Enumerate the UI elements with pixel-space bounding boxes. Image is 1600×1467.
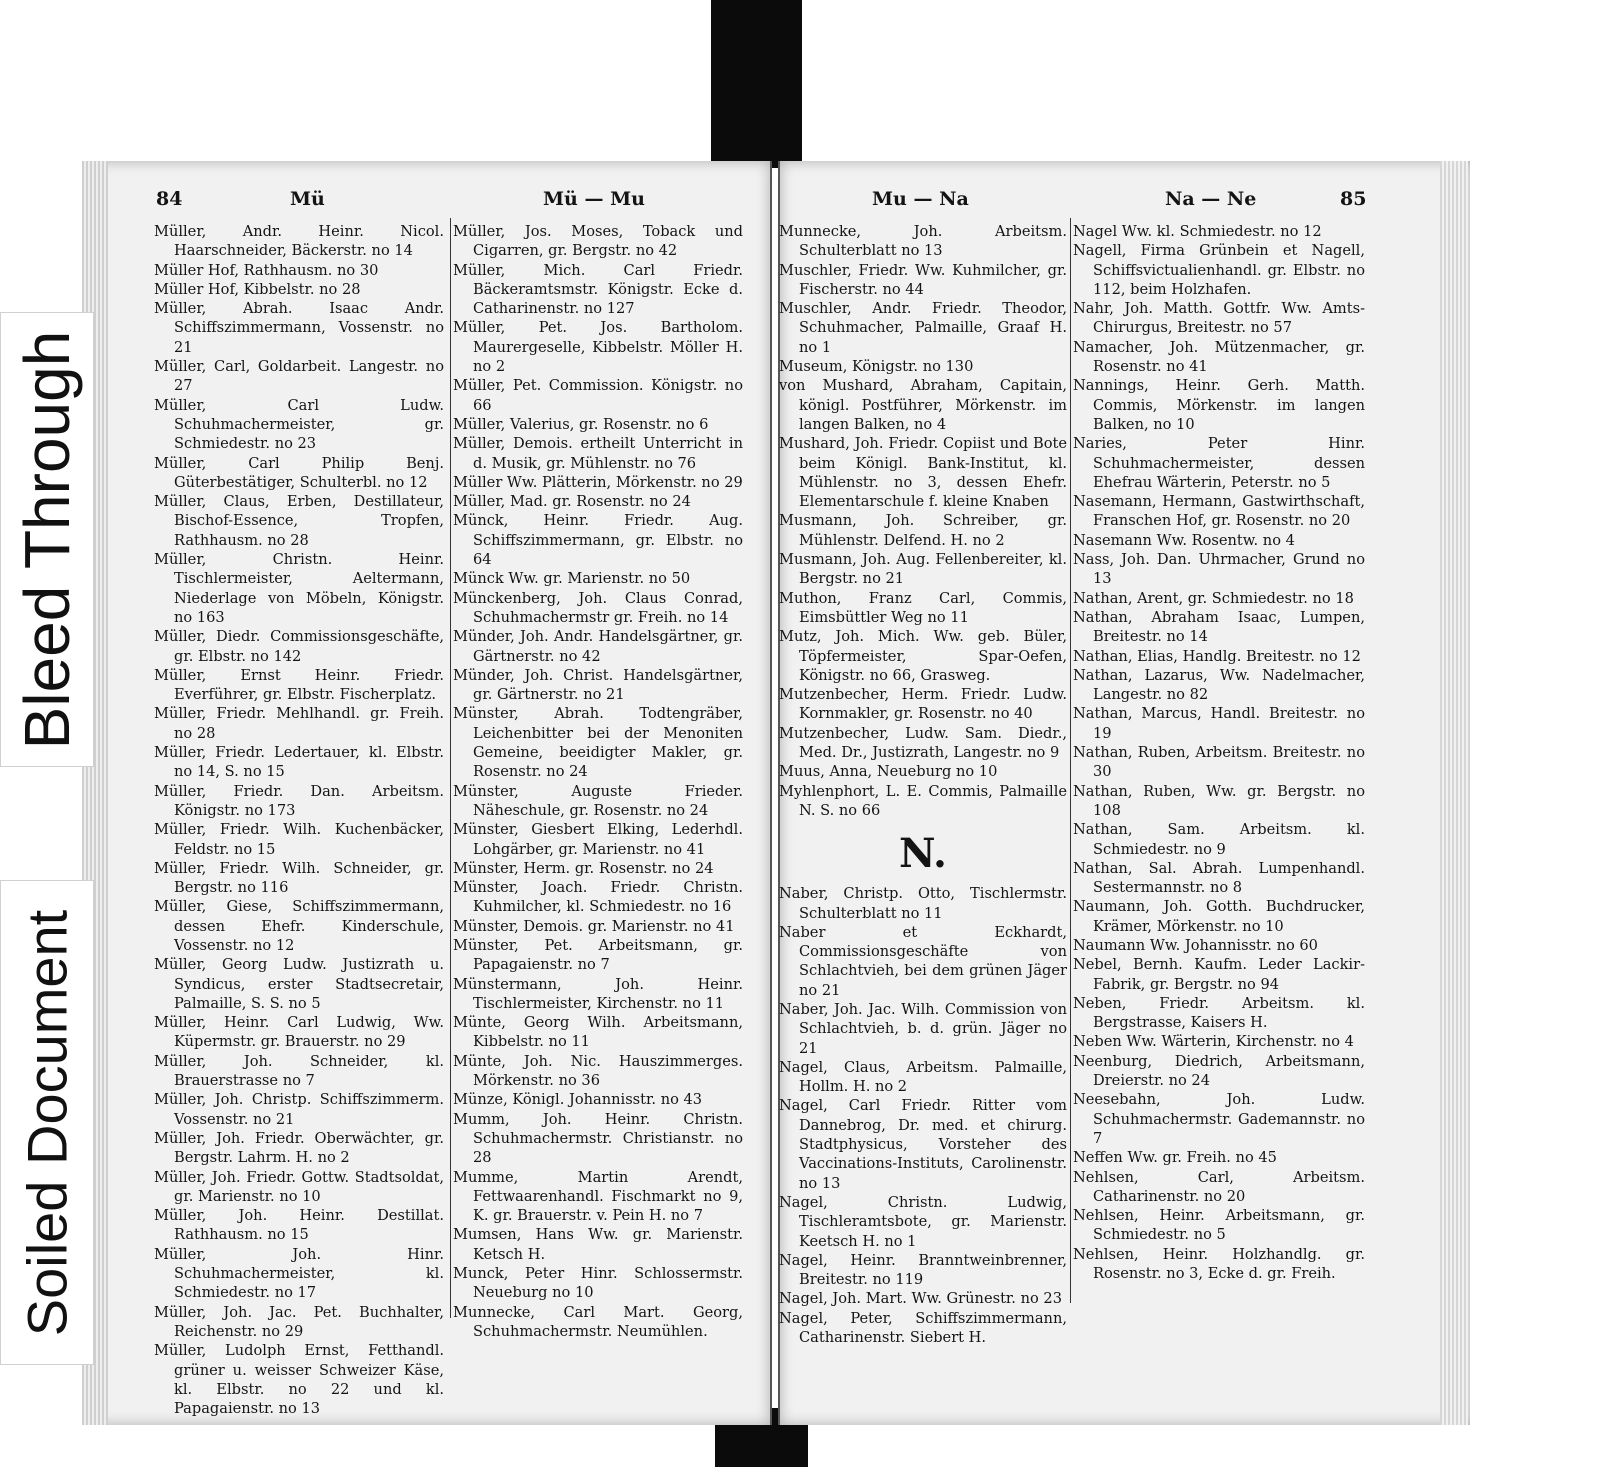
directory-entry: Müller, Mad. gr. Rosenstr. no 24 [453, 493, 691, 511]
soiled-document-text: Soiled Document [15, 909, 79, 1336]
directory-entry: Müller, Abrah. Isaac Andr. Schiffszimmermann, Vossenstr. no 21 [154, 300, 444, 356]
directory-entry: Nasemann Ww. Rosentw. no 4 [1073, 531, 1295, 549]
directory-entry: Müller, Valerius, gr. Rosenstr. no 6 [453, 415, 709, 433]
directory-entry: Naries, Peter Hinr. Schuhmachermeister, dessen Ehefrau Wärterin, Peterstr. no 5 [1073, 435, 1365, 491]
directory-entry: Nagell, Firma Grünbein et Nagell, Schiffsvictualienhandl. gr. Elbstr. no 112, beim Holzhafen. [1073, 242, 1365, 298]
directory-entry: Myhlenphort, L. E. Commis, Palmaille N. S. no 66 [779, 782, 1067, 819]
directory-entry: Müller, Christn. Heinr. Tischlermeister, Aeltermann, Niederlage von Möbeln, Königstr. no 163 [154, 551, 444, 626]
directory-entry: Münckenberg, Joh. Claus Conrad, Schuhmachermstr gr. Freih. no 14 [453, 589, 743, 626]
directory-entry: Neenburg, Diedrich, Arbeitsmann, Dreierstr. no 24 [1073, 1052, 1365, 1090]
directory-entry: Müller Ww. Plätterin, Mörkenstr. no 29 [453, 473, 743, 491]
directory-entry: Müller, Ludolph Ernst, Fetthandl. grüner u. weisser Schweizer Käse, kl. Elbstr. no 22 und kl. Papagaienstr. no 13 [154, 1342, 444, 1418]
directory-entry: Naber, Joh. Jac. Wilh. Commission von Schlachtvieh, b. d. grün. Jäger no 21 [779, 1000, 1067, 1057]
directory-entry: Neben Ww. Wärterin, Kirchenstr. no 4 [1073, 1033, 1354, 1051]
directory-entry: Nagel Ww. kl. Schmiedestr. no 12 [1073, 223, 1322, 240]
directory-entry: Müller, Andr. Heinr. Nicol. Haarschneider, Bäckerstr. no 14 [154, 223, 444, 260]
directory-entry: Neffen Ww. gr. Freih. no 45 [1073, 1149, 1277, 1167]
directory-entry: Naumann, Joh. Gotth. Buchdrucker, Krämer, Mörkenstr. no 10 [1073, 898, 1365, 935]
bleed-through-text: Bleed Through [11, 330, 83, 749]
directory-entry: Nathan, Abraham Isaac, Lumpen, Breitestr. no 14 [1073, 608, 1365, 646]
left-page-column-1 [154, 222, 444, 1418]
directory-entry: Müller, Giese, Schiffszimmermann, dessen Ehefr. Kinderschule, Vossenstr. no 12 [154, 898, 444, 954]
directory-entry: Muschler, Friedr. Ww. Kuhmilcher, gr. Fischerstr. no 44 [779, 261, 1067, 298]
directory-entry: Münze, Königl. Johannisstr. no 43 [453, 1091, 703, 1109]
directory-entry: Münder, Joh. Andr. Handelsgärtner, gr. Gärtnerstr. no 42 [453, 628, 743, 665]
directory-entry: Nathan, Sam. Arbeitsm. kl. Schmiedestr. no 9 [1073, 821, 1365, 858]
directory-entry: Nagel, Joh. Mart. Ww. Grünestr. no 23 [779, 1290, 1062, 1308]
directory-entry: Müller, Jos. Moses, Toback und Cigarren, gr. Bergstr. no 42 [453, 223, 743, 260]
directory-entry: Münster, Pet. Arbeitsmann, gr. Papagaienstr. no 7 [453, 936, 743, 974]
directory-entry: Namacher, Joh. Mützenmacher, gr. Rosenstr. no 41 [1073, 338, 1365, 376]
directory-entry: Müller, Carl Philip Benj. Güterbestätiger, Schulterbl. no 12 [154, 454, 444, 491]
directory-entry: Nagel, Claus, Arbeitsm. Palmaille, Hollm. H. no 2 [779, 1058, 1067, 1096]
directory-entry: Mumsen, Hans Ww. gr. Marienstr. Ketsch H. [453, 1226, 743, 1263]
directory-entry: Münster, Abrah. Todtengräber, Leichenbitter bei der Menoniten Gemeine, beeidigter Makler, gr. Rosenstr. no 24 [453, 705, 743, 781]
directory-entry: Nathan, Lazarus, Ww. Nadelmacher, Langestr. no 82 [1073, 666, 1365, 704]
directory-entry: Münte, Joh. Nic. Hauszimmerges. Mörkenstr. no 36 [453, 1052, 743, 1090]
right-page-column-2 [1073, 222, 1365, 1283]
directory-entry: Müller, Joh. Schneider, kl. Brauerstrasse no 7 [154, 1052, 444, 1090]
directory-entry: Nahr, Joh. Matth. Gottfr. Ww. Amts-Chirurgus, Breitestr. no 57 [1073, 300, 1365, 337]
directory-entry: Musmann, Joh. Aug. Fellenbereiter, kl. Bergstr. no 21 [779, 551, 1067, 588]
section-letter-n: N. [899, 830, 947, 878]
directory-entry: Munck, Peter Hinr. Schlossermstr. Neueburg no 10 [453, 1265, 743, 1302]
directory-entry: Müller Hof, Kibbelstr. no 28 [154, 280, 361, 298]
directory-entry: Naber, Christp. Otto, Tischlermstr. Schulterblatt no 11 [779, 885, 1067, 922]
directory-entry: Müller, Pet. Jos. Bartholom. Maurergeselle, Kibbelstr. Möller H. no 2 [453, 319, 743, 376]
directory-entry: Neben, Friedr. Arbeitsm. kl. Bergstrasse, Kaisers H. [1073, 994, 1365, 1032]
right-column-divider [1070, 218, 1071, 1303]
directory-entry: Müller, Friedr. Dan. Arbeitsm. Königstr. no 173 [154, 782, 444, 819]
directory-entry: Nehlsen, Carl, Arbeitsm. Catharinenstr. no 20 [1073, 1168, 1365, 1205]
directory-entry: Mushard, Joh. Friedr. Copiist und Bote beim Königl. Bank-Institut, kl. Mühlenstr. no 3, dessen Ehefr. Elementarschule f. kleine Knaben [779, 435, 1067, 511]
directory-entry: Nannings, Heinr. Gerh. Matth. Commis, Mörkenstr. im langen Balken, no 10 [1073, 377, 1365, 433]
directory-entry: Müller, Claus, Erben, Destillateur, Bischof-Essence, Tropfen, Rathhausm. no 28 [154, 493, 444, 549]
directory-entry: Müller, Pet. Commission. Königstr. no 66 [453, 377, 743, 414]
directory-entry: Nathan, Ruben, Ww. gr. Bergstr. no 108 [1073, 782, 1365, 819]
directory-entry: Müller, Joh. Christp. Schiffszimmerm. Vossenstr. no 21 [154, 1091, 444, 1128]
directory-entry: Münster, Demois. gr. Marienstr. no 41 [453, 917, 735, 935]
directory-entry: Müller, Joh. Friedr. Oberwächter, gr. Bergstr. Lahrm. H. no 2 [154, 1129, 444, 1167]
directory-entry: Münstermann, Joh. Heinr. Tischlermeister, Kirchenstr. no 11 [453, 975, 743, 1012]
directory-entry: Münster, Auguste Frieder. Näheschule, gr. Rosenstr. no 24 [453, 782, 743, 819]
directory-entry: Münster, Giesbert Elking, Lederhdl. Lohgärber, gr. Marienstr. no 41 [453, 821, 743, 858]
directory-entry: Mumm, Joh. Heinr. Christn. Schuhmachermstr. Christianstr. no 28 [453, 1110, 743, 1167]
right-page-column-1 [779, 222, 1067, 1347]
directory-entry: Nathan, Elias, Handlg. Breitestr. no 12 [1073, 647, 1361, 665]
directory-entry: Nagel, Heinr. Branntweinbrenner, Breitestr. no 119 [779, 1251, 1067, 1289]
directory-entry: Müller, Carl Ludw. Schuhmachermeister, gr. Schmiedestr. no 23 [154, 396, 444, 453]
bleed-through-label [0, 312, 94, 767]
left-column-divider [450, 218, 451, 1318]
directory-entry: Mutzenbecher, Ludw. Sam. Diedr., Med. Dr., Justizrath, Langestr. no 9 [779, 724, 1067, 762]
directory-entry: Müller, Joh. Jac. Pet. Buchhalter, Reichenstr. no 29 [154, 1303, 444, 1340]
directory-entry: Nehlsen, Heinr. Arbeitsmann, gr. Schmiedestr. no 5 [1073, 1207, 1365, 1244]
directory-entry: Müller, Carl, Goldarbeit. Langestr. no 27 [154, 358, 444, 395]
directory-entry: Müller, Heinr. Carl Ludwig, Ww. Küpermstr. gr. Brauerstr. no 29 [154, 1014, 444, 1051]
directory-entry: Müller, Friedr. Wilh. Schneider, gr. Bergstr. no 116 [154, 859, 444, 897]
directory-entry: Münster, Herm. gr. Rosenstr. no 24 [453, 859, 714, 877]
directory-entry: Muus, Anna, Neueburg no 10 [779, 763, 998, 781]
directory-entry: Naumann Ww. Johannisstr. no 60 [1073, 936, 1318, 954]
directory-entry: Muthon, Franz Carl, Commis, Eimsbüttler Weg no 11 [779, 589, 1067, 626]
directory-entry: Musmann, Joh. Schreiber, gr. Mühlenstr. Delfend. H. no 2 [779, 512, 1067, 549]
directory-entry: Naber et Eckhardt, Commissionsgeschäfte von Schlachtvieh, bei dem grünen Jäger no 21 [779, 923, 1067, 999]
directory-entry: Münck Ww. gr. Marienstr. no 50 [453, 570, 691, 588]
right-header-left: Mu — Na [872, 188, 969, 210]
directory-entry: Neesebahn, Joh. Ludw. Schuhmachermstr. Gademannstr. no 7 [1073, 1091, 1365, 1147]
directory-entry: Mutzenbecher, Herm. Friedr. Ludw. Kornmakler, gr. Rosenstr. no 40 [779, 686, 1067, 723]
directory-entry: Nagel, Christn. Ludwig, Tischleramtsbote, gr. Marienstr. Keetsch H. no 1 [779, 1193, 1067, 1250]
directory-entry: Münck, Heinr. Friedr. Aug. Schiffszimmermann, gr. Elbstr. no 64 [453, 512, 743, 569]
directory-entry: Müller, Joh. Friedr. Gottw. Stadtsoldat, gr. Marienstr. no 10 [154, 1168, 444, 1205]
directory-entry: Mutz, Joh. Mich. Ww. geb. Büler, Töpfermeister, Spar-Oefen, Königstr. no 66, Grasweg. [779, 628, 1067, 684]
directory-entry: Nathan, Sal. Abrah. Lumpenhandl. Sestermannstr. no 8 [1073, 859, 1365, 897]
directory-entry: von Mushard, Abraham, Capitain, königl. Postführer, Mörkenstr. im langen Balken, no 4 [779, 377, 1067, 433]
directory-entry: Müller Hof, Rathhausm. no 30 [154, 261, 379, 279]
directory-entry: Münster, Joach. Friedr. Christn. Kuhmilcher, kl. Schmiedestr. no 16 [453, 879, 743, 916]
soiled-document-label [0, 880, 94, 1365]
directory-entry: Müller, Ernst Heinr. Friedr. Everführer, gr. Elbstr. Fischerplatz. [154, 666, 444, 704]
directory-entry: Müller, Joh. Heinr. Destillat. Rathhausm. no 15 [154, 1207, 444, 1244]
directory-entry: Müller, Joh. Hinr. Schuhmachermeister, kl. Schmiedestr. no 17 [154, 1245, 444, 1302]
directory-entry: Nass, Joh. Dan. Uhrmacher, Grund no 13 [1073, 551, 1365, 588]
directory-entry: Nehlsen, Heinr. Holzhandlg. gr. Rosenstr. no 3, Ecke d. gr. Freih. [1073, 1245, 1365, 1283]
directory-entry: Nathan, Arent, gr. Schmiedestr. no 18 [1073, 589, 1354, 607]
directory-entry: Muschler, Andr. Friedr. Theodor, Schuhmacher, Palmaille, Graaf H. no 1 [779, 300, 1067, 356]
directory-entry: Müller, Diedr. Commissionsgeschäfte, gr. Elbstr. no 142 [154, 628, 444, 665]
directory-entry: Münder, Joh. Christ. Handelsgärtner, gr. Gärtnerstr. no 21 [453, 666, 743, 704]
directory-entry: Mumme, Martin Arendt, Fettwaarenhandl. Fischmarkt no 9, K. gr. Brauerstr. v. Pein H. no 7 [453, 1168, 743, 1225]
directory-entry: Müller, Georg Ludw. Justizrath u. Syndicus, erster Stadtsecretair, Palmaille, S. S. no 5 [154, 956, 444, 1012]
left-page-number: 84 [156, 188, 183, 210]
directory-entry: Müller, Friedr. Mehlhandl. gr. Freih. no 28 [154, 705, 444, 742]
directory-entry: Nebel, Bernh. Kaufm. Leder Lackir-Fabrik, gr. Bergstr. no 94 [1073, 956, 1365, 993]
right-page-number: 85 [1340, 188, 1367, 210]
left-header-right: Mü — Mu [543, 188, 645, 210]
directory-entry: Müller, Mich. Carl Friedr. Bäckeramtsmstr. Königstr. Ecke d. Catharinenstr. no 127 [453, 261, 743, 318]
directory-entry: Münte, Georg Wilh. Arbeitsmann, Kibbelstr. no 11 [453, 1014, 743, 1051]
binding-strip-top [711, 0, 802, 168]
directory-entry: Nagel, Carl Friedr. Ritter vom Dannebrog, Dr. med. et chirurg. Stadtphysicus, Vorsteher des Vaccinations-Instituts, Carolinenstr. no 13 [779, 1097, 1067, 1192]
directory-entry: Müller, Friedr. Ledertauer, kl. Elbstr. no 14, S. no 15 [154, 744, 444, 781]
directory-entry: Museum, Königstr. no 130 [779, 358, 974, 376]
directory-entry: Nasemann, Hermann, Gastwirthschaft, Franschen Hof, gr. Rosenstr. no 20 [1073, 493, 1365, 530]
directory-entry: Müller, Friedr. Wilh. Kuchenbäcker, Feldstr. no 15 [154, 821, 444, 858]
directory-entry: Nagel, Peter, Schiffszimmermann, Catharinenstr. Siebert H. [779, 1309, 1067, 1347]
directory-entry: Müller, Demois. ertheilt Unterricht in d. Musik, gr. Mühlenstr. no 76 [453, 435, 743, 472]
right-page-edge [1440, 161, 1468, 1425]
directory-entry: Nathan, Marcus, Handl. Breitestr. no 19 [1073, 705, 1365, 742]
left-header-left: Mü [290, 188, 325, 210]
directory-entry: Munnecke, Carl Mart. Georg, Schuhmachermstr. Neumühlen. [453, 1303, 743, 1340]
left-page-column-2 [453, 222, 743, 1341]
directory-entry: Nathan, Ruben, Arbeitsm. Breitestr. no 30 [1073, 744, 1365, 781]
right-header-right: Na — Ne [1165, 188, 1257, 210]
directory-entry: Munnecke, Joh. Arbeitsm. Schulterblatt no 13 [779, 223, 1067, 260]
